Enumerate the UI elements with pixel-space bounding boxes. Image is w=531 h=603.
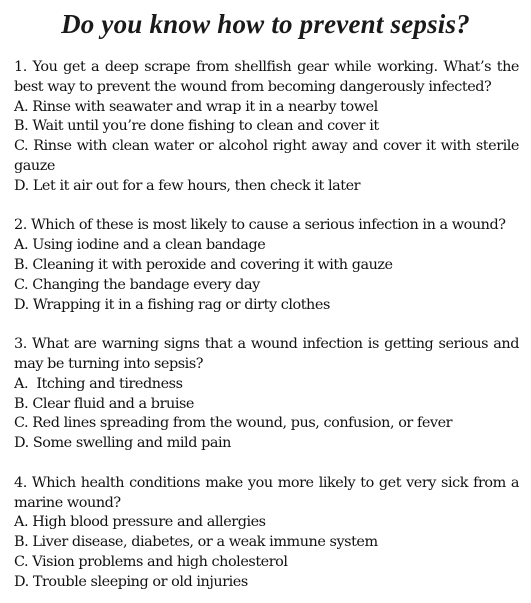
answer-option-b: B. Cleaning it with peroxide and covering it with gauze	[14, 256, 393, 273]
quiz-list	[14, 58, 519, 593]
answer-option-b: B. Wait until you’re done fishing to clean and cover it	[14, 118, 379, 135]
question-text: 3. What are warning signs that a wound infection is getting serious and may be turning into sepsis?	[14, 336, 519, 372]
question-4	[14, 474, 519, 593]
answer-option-b: B. Liver disease, diabetes, or a weak immune system	[14, 534, 378, 551]
question-2	[14, 216, 519, 315]
answer-option-d: D. Let it air out for a few hours, then check it later	[14, 177, 361, 194]
answer-option-a: A. Itching and tiredness	[14, 375, 183, 392]
question-text: 2. Which of these is most likely to cause a serious infection in a wound?	[14, 217, 506, 234]
answer-option-c: C. Red lines spreading from the wound, pus, confusion, or fever	[14, 415, 453, 432]
answer-option-c: C. Changing the bandage every day	[14, 276, 260, 293]
answer-option-a: A. High blood pressure and allergies	[14, 514, 266, 531]
question-text: 4. Which health conditions make you more likely to get very sick from a marine wound?	[14, 474, 519, 511]
answer-option-d: D. Some swelling and mild pain	[14, 435, 231, 452]
answer-option-d: D. Trouble sleeping or old injuries	[14, 573, 248, 590]
answer-option-c: C. Rinse with clean water or alcohol right away and cover it with sterile gauze	[14, 138, 519, 174]
answer-option-b: B. Clear fluid and a bruise	[14, 395, 194, 412]
answer-option-d: D. Wrapping it in a fishing rag or dirty clothes	[14, 296, 330, 313]
question-3	[14, 335, 519, 454]
page-title: Do you know how to prevent sepsis?	[61, 9, 470, 39]
answer-option-a: A. Using iodine and a clean bandage	[14, 237, 266, 254]
question-text: 1. You get a deep scrape from shellfish gear while working. What’s the best way to prevent the wound from becoming dangerously infected?	[14, 59, 519, 95]
question-1	[14, 58, 519, 197]
answer-option-a: A. Rinse with seawater and wrap it in a nearby towel	[14, 98, 378, 115]
answer-option-c: C. Vision problems and high cholesterol	[14, 553, 288, 570]
